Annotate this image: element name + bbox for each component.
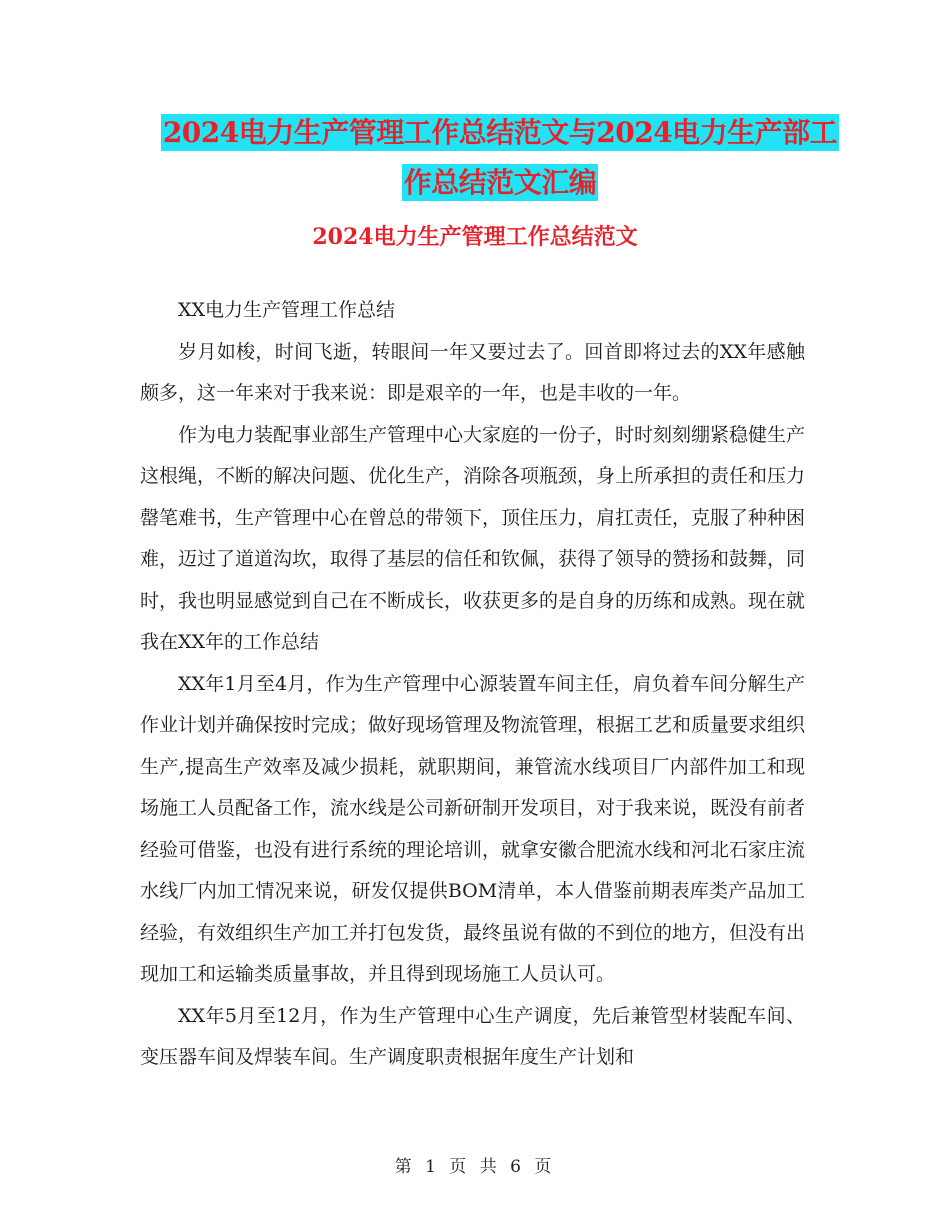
body-paragraph: XX年1月至4月，作为生产管理中心源装置车间主任，肩负着车间分解生产作业计划并确保按时完成；做好现场管理及物流管理，根据工艺和质量要求组织生产,提高生产效率及减少损耗，就职期间，兼管流水线项目厂内部件加工和现场施工人员配备工作，流水线是公司新研制开发项目，对于我来说，既没有前者经验可借鉴，也没有进行系统的理论培训，就拿安徽合肥流水线和河北石家庄流水线厂内加工情况来说，研发仅提供BOM清单，本人借鉴前期表库类产品加工经验，有效组织生产加工并打包发货，最终虽说有做的不到位的地方，但没有出现加工和运输类质量事故，并且得到现场施工人员认可。 <box>140 672 806 985</box>
page-footer: 第 1 页 共 6 页 <box>394 1157 556 1177</box>
body-paragraph: 作为电力装配事业部生产管理中心大家庭的一份子，时时刻刻绷紧稳健生产这根绳，不断的解决问题、优化生产，消除各项瓶颈，身上所承担的责任和压力罄笔难书，生产管理中心在曾总的带领下，顶住压力，肩扛责任，克服了种种困难，迈过了道道沟坎，取得了基层的信任和钦佩，获得了领导的赞扬和鼓舞，同时，我也明显感觉到自己在不断成长，收获更多的是自身的历练和成熟。现在就我在XX年的工作总结 <box>140 423 806 653</box>
section-title: 2024电力生产管理工作总结范文 <box>312 224 638 250</box>
body-paragraph: 岁月如梭，时间飞逝，转眼间一年又要过去了。回首即将过去的XX年感触颇多，这一年来对于我来说：即是艰辛的一年，也是丰收的一年。 <box>140 340 805 404</box>
document-title-line1: 2024电力生产管理工作总结范文与2024电力生产部工 <box>162 116 838 149</box>
document-title <box>140 108 860 208</box>
body-paragraph: XX电力生产管理工作总结 <box>178 299 396 321</box>
body-paragraph: XX年5月至12月，作为生产管理中心生产调度，先后兼管型材装配车间、变压器车间及焊装车间。生产调度职责根据年度生产计划和 <box>140 1004 805 1068</box>
document-title-line2: 作总结范文汇编 <box>403 166 597 199</box>
document-body <box>140 290 805 1079</box>
